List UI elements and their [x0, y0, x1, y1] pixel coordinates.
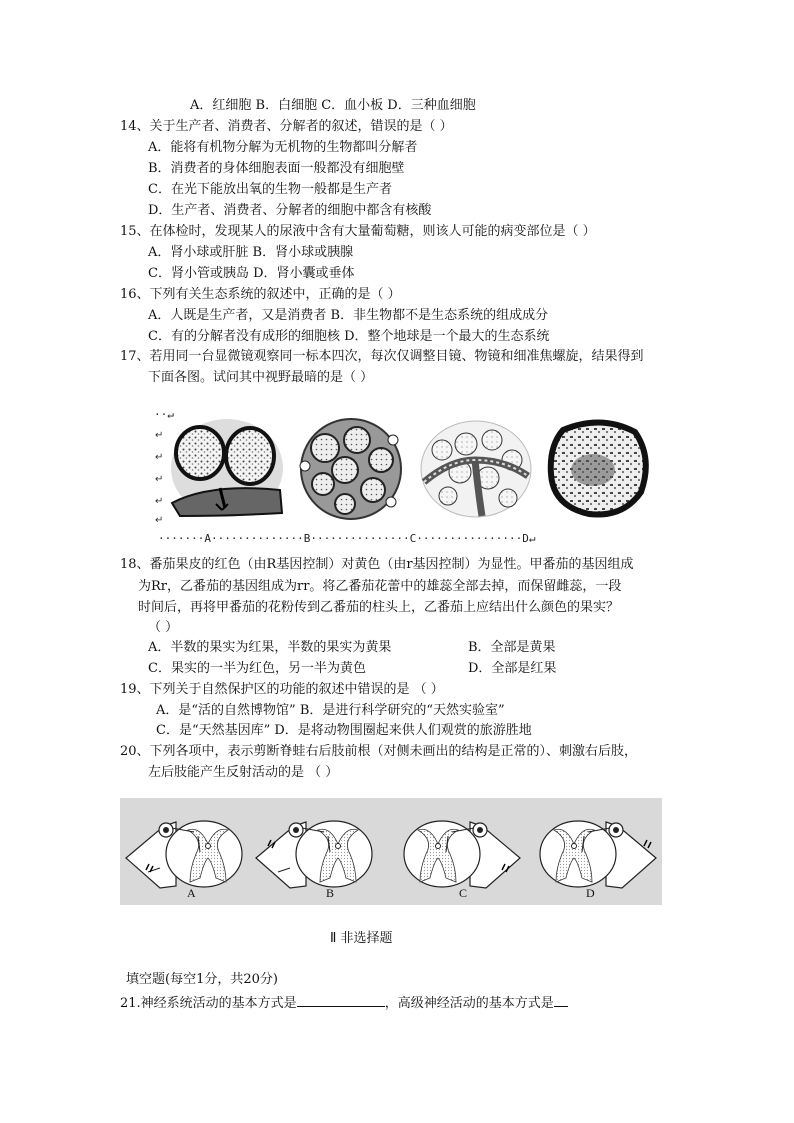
microscope-view-b	[295, 418, 407, 520]
q21-text-b: ，高级神经活动的基本方式是	[384, 996, 554, 1011]
return-mark: ↵	[155, 452, 164, 463]
microscope-view-a	[170, 418, 285, 518]
return-mark: ↵	[155, 515, 164, 526]
fig-label-c: C	[459, 886, 468, 900]
q17-dots-top: ··↵	[154, 408, 174, 421]
q14-option-d: D．生产者、消费者、分解者的细胞中都含有核酸	[148, 203, 432, 218]
fig-label-b: B	[326, 886, 335, 900]
fig-label-d: D	[586, 886, 595, 900]
fill-header: 填空题(每空1分，共20分)	[126, 972, 278, 987]
q14-option-a: A．能将有机物分解为无机物的生物都叫分解者	[148, 140, 418, 155]
return-mark: ↵	[155, 496, 164, 507]
q18-option-d: D．全部是红果	[468, 661, 557, 676]
q21-blank-2[interactable]	[554, 992, 568, 1007]
q15-stem: 15、在体检时，发现某人的尿液中含有大量葡萄糖，则该人可能的病变部位是（ ）	[120, 224, 596, 239]
spinal-cord-d	[540, 821, 656, 888]
q18-answer-bracket: （ ）	[148, 620, 179, 635]
microscope-view-d	[545, 418, 653, 520]
q21-text-a: 21.神经系统活动的基本方式是	[120, 996, 297, 1011]
q20-stem-line1: 20、下列各项中，表示剪断脊蛙右后肢前根（对侧未画出的结构是正常的）、刺激右后肢，	[120, 744, 638, 759]
spinal-cord-b	[256, 821, 372, 888]
q18-stem-line2: 为Rr，乙番茄的基因组成为rr。将乙番茄花蕾中的雄蕊全部去掉，而保留雌蕊，一段	[138, 579, 622, 594]
spinal-cord-c	[404, 821, 520, 888]
section-title: Ⅱ 非选择题	[330, 931, 393, 946]
return-mark: ↵	[155, 474, 164, 485]
q18-stem-line3: 时间后，再将甲番茄的花粉传到乙番茄的柱头上，乙番茄上应结出什么颜色的果实？	[138, 600, 620, 615]
q16-options-ab: A．人既是生产者，又是消费者 B．非生物都不是生态系统的组成成分	[148, 308, 549, 323]
microscope-view-c	[420, 420, 532, 518]
q17-label-row: ·······A··············B···············C················D↵	[158, 532, 536, 545]
q14-stem: 14、关于生产者、消费者、分解者的叙述，错误的是（ ）	[120, 119, 453, 134]
spinal-cord-a	[126, 821, 242, 888]
q19-options-ab: A．是“活的自然博物馆” B．是进行科学研究的“天然实验室”	[156, 703, 505, 718]
q18-option-a: A．半数的果实为红果，半数的果实为黄果	[148, 640, 392, 655]
q17-stem-line2: 下面各图。试问其中视野最暗的是（ ）	[148, 370, 374, 385]
q18-stem-line1: 18、番茄果皮的红色（由R基因控制）对黄色（由r基因控制）为显性。甲番茄的基因组成	[120, 557, 634, 572]
fig-label-a: A	[187, 886, 196, 900]
q20-stem-line2: 左后肢能产生反射活动的是 （ ）	[148, 765, 339, 780]
q13-options: A．红细胞 B．白细胞 C．血小板 D．三种血细胞	[190, 98, 476, 113]
q15-options-ab: A．肾小球或肝脏 B．肾小球或胰腺	[148, 245, 354, 260]
q14-option-c: C．在光下能放出氧的生物一般都是生产者	[148, 182, 392, 197]
q18-option-b: B．全部是黄果	[468, 640, 556, 655]
return-mark: ↵	[155, 430, 164, 441]
spinal-cord-figure	[120, 798, 662, 905]
q21-line	[120, 992, 568, 1013]
q17-stem-line1: 17、若用同一台显微镜观察同一标本四次，每次仅调整目镜、物镜和细准焦螺旋，结果得到	[120, 349, 644, 364]
q19-stem: 19、下列关于自然保护区的功能的叙述中错误的是 （ ）	[120, 682, 444, 697]
q15-options-cd: C．肾小管或胰岛 D．肾小囊或垂体	[148, 266, 355, 281]
q19-options-cd: C．是“天然基因库” D．是将动物围圈起来供人们观赏的旅游胜地	[156, 723, 532, 738]
q16-options-cd: C．有的分解者没有成形的细胞核 D．整个地球是一个最大的生态系统	[148, 329, 550, 344]
q21-blank-1[interactable]	[297, 992, 385, 1007]
q14-option-b: B．消费者的身体细胞表面一般都没有细胞壁	[148, 161, 405, 176]
q16-stem: 16、下列有关生态系统的叙述中，正确的是（ ）	[120, 287, 401, 302]
q18-option-c: C．果实的一半为红色，另一半为黄色	[148, 661, 366, 676]
